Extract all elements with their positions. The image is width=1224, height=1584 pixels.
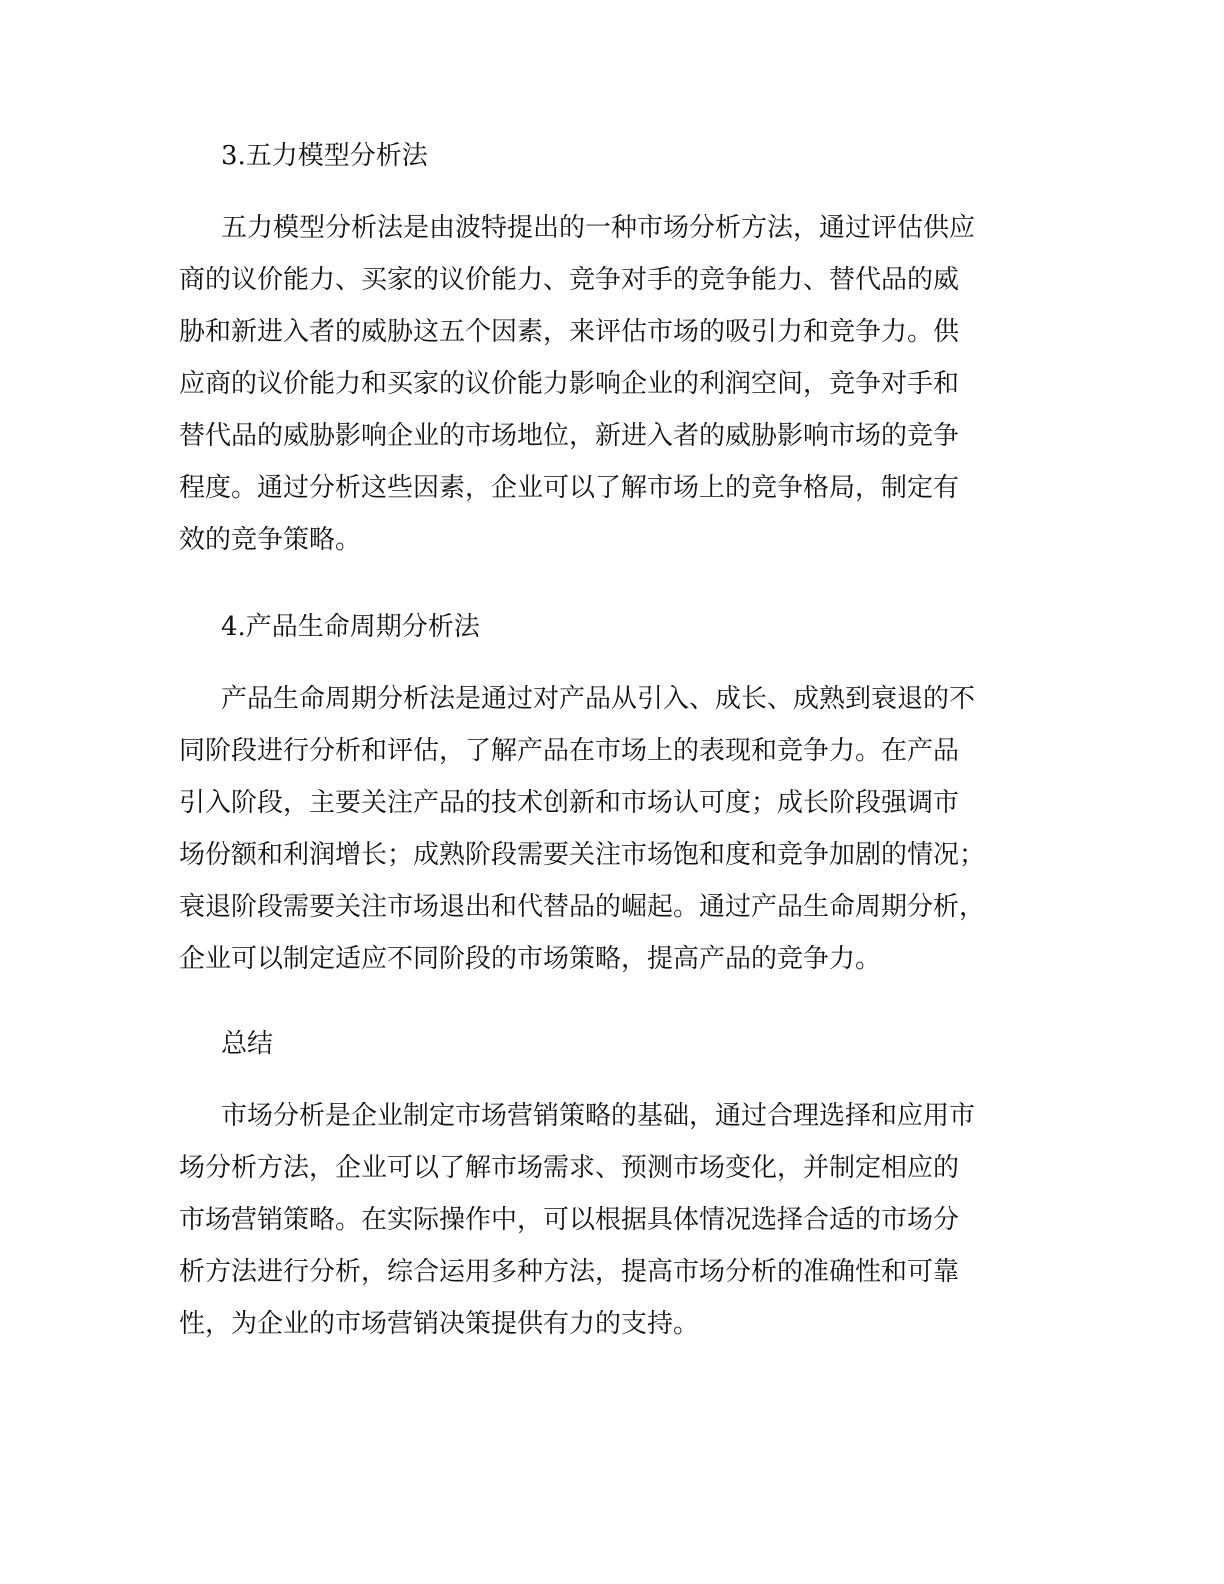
section-heading-five-forces: 3.五力模型分析法 — [221, 141, 428, 171]
paragraph-line: 程度。通过分析这些因素，企业可以了解市场上的竞争格局，制定有 — [179, 473, 960, 503]
paragraph-line: 企业可以制定适应不同阶段的市场策略，提高产品的竞争力。 — [179, 944, 882, 974]
paragraph-line: 替代品的威胁影响企业的市场地位，新进入者的威胁影响市场的竞争 — [179, 421, 960, 451]
paragraph-line: 市场营销策略。在实际操作中，可以根据具体情况选择合适的市场分 — [179, 1205, 960, 1235]
paragraph-line: 五力模型分析法是由波特提出的一种市场分析方法，通过评估供应 — [221, 213, 976, 243]
paragraph-product-lifecycle — [179, 673, 1049, 985]
paragraph-line: 引入阶段，主要关注产品的技术创新和市场认可度；成长阶段强调市 — [179, 788, 960, 818]
paragraph-line: 市场分析是企业制定市场营销策略的基础，通过合理选择和应用市 — [221, 1101, 976, 1131]
paragraph-line: 商的议价能力、买家的议价能力、竞争对手的竞争能力、替代品的威 — [179, 265, 960, 295]
paragraph-five-forces — [179, 202, 1049, 566]
paragraph-line: 场份额和利润增长；成熟阶段需要关注市场饱和度和竞争加剧的情况； — [179, 840, 986, 870]
section-heading-summary: 总结 — [221, 1029, 274, 1059]
paragraph-line: 产品生命周期分析法是通过对产品从引入、成长、成熟到衰退的不 — [221, 684, 976, 714]
paragraph-line: 胁和新进入者的威胁这五个因素，来评估市场的吸引力和竞争力。供 — [179, 317, 960, 347]
paragraph-line: 场分析方法，企业可以了解市场需求、预测市场变化，并制定相应的 — [179, 1153, 960, 1183]
paragraph-line: 效的竞争策略。 — [179, 525, 362, 555]
paragraph-summary — [179, 1090, 1049, 1350]
section-heading-product-lifecycle: 4.产品生命周期分析法 — [221, 612, 480, 642]
paragraph-line: 析方法进行分析，综合运用多种方法，提高市场分析的准确性和可靠 — [179, 1257, 960, 1287]
paragraph-line: 同阶段进行分析和评估，了解产品在市场上的表现和竞争力。在产品 — [179, 736, 960, 766]
paragraph-line: 性，为企业的市场营销决策提供有力的支持。 — [179, 1309, 700, 1339]
paragraph-line: 衰退阶段需要关注市场退出和代替品的崛起。通过产品生命周期分析， — [179, 892, 986, 922]
paragraph-line: 应商的议价能力和买家的议价能力影响企业的利润空间，竞争对手和 — [179, 369, 960, 399]
